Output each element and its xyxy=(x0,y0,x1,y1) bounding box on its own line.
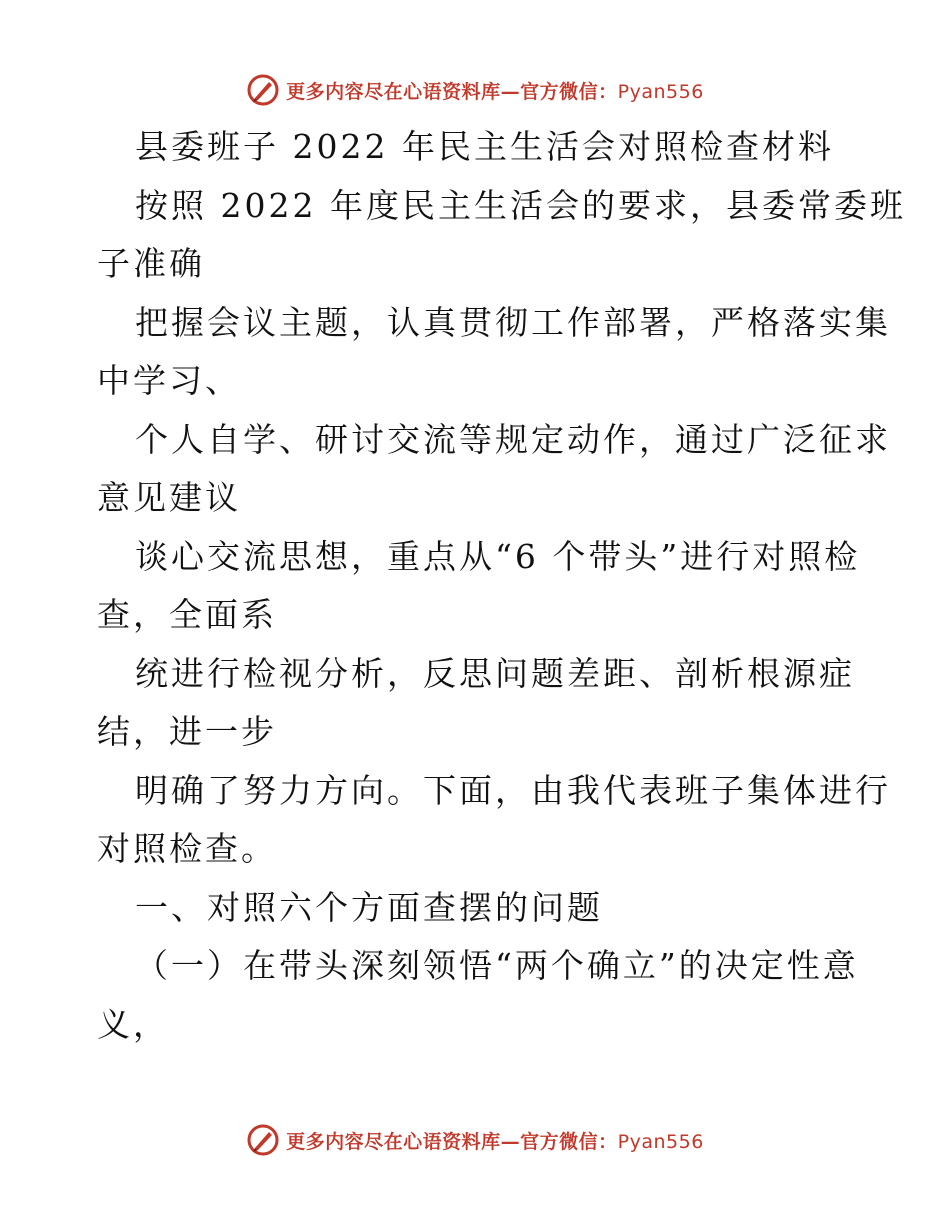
paragraph-line: 明确了努力方向。下面，由我代表班子集体进行 xyxy=(135,770,891,810)
paragraph-line: 子准确 xyxy=(97,244,205,283)
paragraph-line: 按照 2022 年度民主生活会的要求，县委常委班 xyxy=(135,185,906,225)
watermark-footer xyxy=(0,1120,950,1160)
document-title: 县委班子 2022 年民主生活会对照检查材料 xyxy=(135,127,834,166)
paragraph-line: 查，全面系 xyxy=(97,595,277,634)
watermark-text: 更多内容尽在心语资料库—官方微信：Pyan556 xyxy=(286,1130,704,1153)
section-heading: 一、对照六个方面查摆的问题 xyxy=(135,887,603,927)
watermark-header xyxy=(0,70,950,110)
paragraph-line: 意见建议 xyxy=(97,478,241,517)
paragraph-line: 个人自学、研讨交流等规定动作，通过广泛征求 xyxy=(135,419,891,459)
pen-logo-icon xyxy=(246,1123,280,1157)
document-body xyxy=(97,118,906,1054)
watermark-text: 更多内容尽在心语资料库—官方微信：Pyan556 xyxy=(286,80,704,103)
paragraph-line: 结，进一步 xyxy=(97,712,277,751)
paragraph-line: 把握会议主题，认真贯彻工作部署，严格落实集 xyxy=(135,302,891,342)
paragraph-line: 义， xyxy=(97,1004,169,1044)
watermark-contact: Pyan556 xyxy=(617,1130,704,1153)
paragraph-line: 中学习、 xyxy=(97,361,241,400)
pen-logo-icon xyxy=(246,73,280,107)
paragraph-line: 对照检查。 xyxy=(97,829,277,868)
watermark-contact: Pyan556 xyxy=(617,80,704,103)
subsection-heading: （一）在带头深刻领悟“两个确立”的决定性意 xyxy=(135,946,859,985)
paragraph-line: 统进行检视分析，反思问题差距、剖析根源症 xyxy=(135,653,855,693)
paragraph-line: 谈心交流思想，重点从“6 个带头”进行对照检 xyxy=(135,536,861,576)
